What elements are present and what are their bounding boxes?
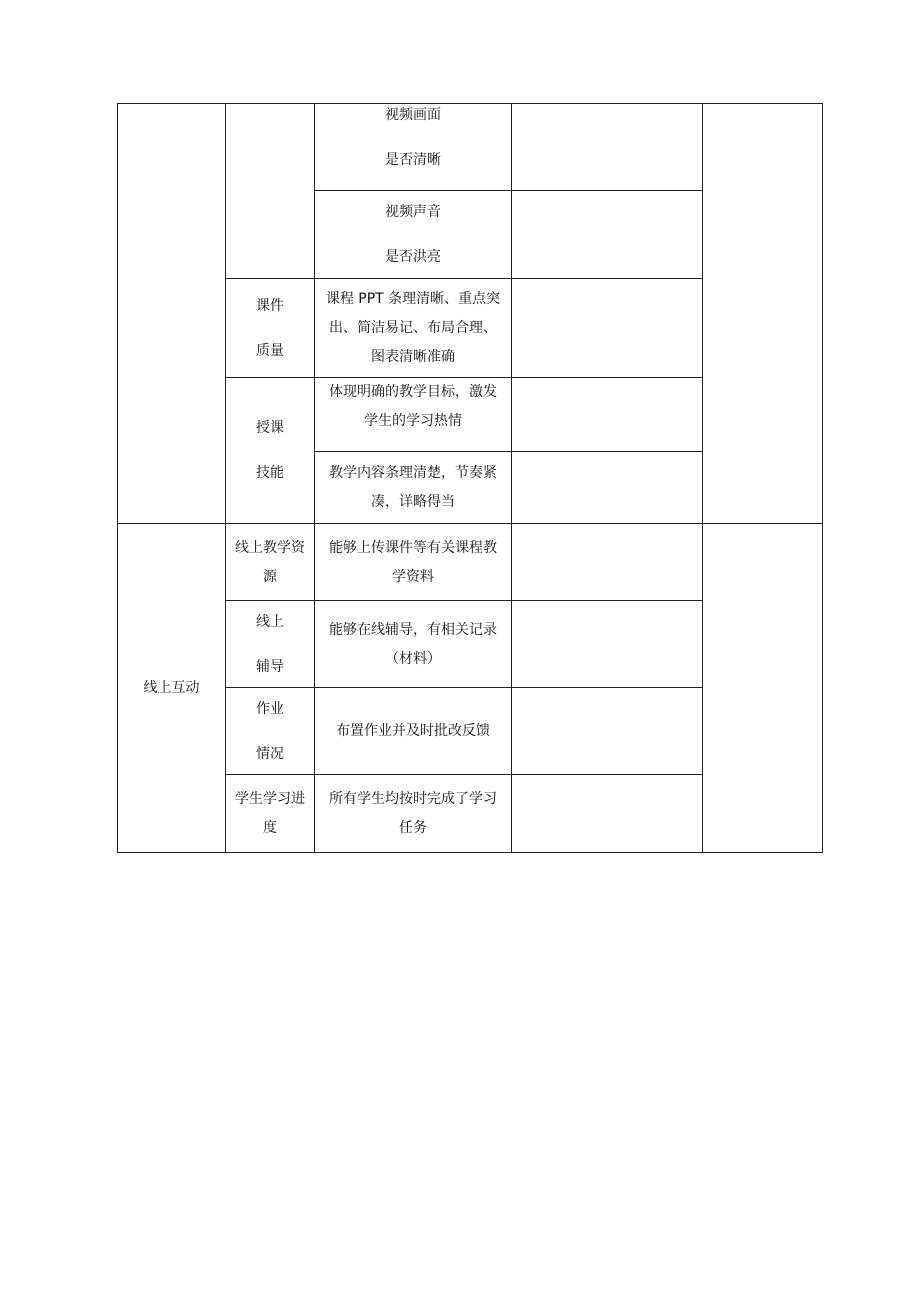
standard-text: 课程 PPT 条理清晰、重点突 <box>325 291 501 307</box>
table-col-divider-3 <box>511 103 512 853</box>
standard-text: （材料） <box>385 650 441 667</box>
standard-text: 是否清晰 <box>385 152 441 168</box>
standard-text: 体现明确的教学目标，激发 <box>329 384 497 400</box>
standard-homework-feedback <box>315 688 511 774</box>
category-online-interaction <box>118 524 225 852</box>
criterion-label: 源 <box>263 568 277 585</box>
standard-text: 教学内容条理清楚，节奏紧 <box>329 465 497 481</box>
criterion-homework <box>226 688 314 774</box>
criterion-label: 辅导 <box>256 658 284 675</box>
table-border-right <box>822 103 823 853</box>
criterion-label: 学生学习进 <box>235 791 305 807</box>
table-col-divider-4 <box>702 103 703 853</box>
standard-text: 所有学生均按时完成了学习 <box>329 791 497 807</box>
standard-video-picture <box>315 104 511 190</box>
standard-tasks-completed <box>315 775 511 852</box>
criterion-label: 线上教学资 <box>235 539 305 556</box>
criterion-label: 作业 <box>256 700 284 717</box>
criterion-label: 课件 <box>256 297 284 314</box>
standard-text: 视频画面 <box>385 107 441 123</box>
standard-online-tutoring-record <box>315 601 511 687</box>
standard-text: 凑，详略得当 <box>371 494 455 510</box>
standard-video-sound <box>315 191 511 278</box>
standard-text: 布置作业并及时批改反馈 <box>336 723 490 739</box>
standard-text: 能够上传课件等有关课程教 <box>329 539 497 556</box>
standard-ppt-quality <box>315 279 511 377</box>
standard-upload-materials <box>315 524 511 600</box>
table-border-bottom <box>117 852 823 853</box>
standard-content-clarity <box>315 452 511 523</box>
criterion-label: 技能 <box>256 465 284 481</box>
standard-text: 能够在线辅导，有相关记录 <box>329 621 497 638</box>
criterion-online-tutoring <box>226 601 314 687</box>
criterion-label: 线上 <box>256 613 284 630</box>
criterion-label: 质量 <box>256 342 284 359</box>
criterion-online-resources <box>226 524 314 600</box>
standard-text: 出、简洁易记、布局合理、 <box>329 320 497 336</box>
standard-text: 学生的学习热情 <box>364 413 462 429</box>
criterion-label: 授课 <box>256 420 284 436</box>
standard-text: 任务 <box>399 820 427 836</box>
standard-text: 图表清晰准确 <box>371 349 455 365</box>
standard-text: 学资料 <box>392 568 434 585</box>
criterion-courseware-quality <box>226 279 314 377</box>
standard-text: 视频声音 <box>385 204 441 220</box>
criterion-label: 情况 <box>256 745 284 762</box>
criterion-label: 度 <box>263 820 277 836</box>
criterion-learning-progress <box>226 775 314 852</box>
standard-text: 是否洪亮 <box>385 249 441 265</box>
category-label: 线上互动 <box>143 680 200 696</box>
criterion-teaching-skill <box>226 378 314 523</box>
standard-teaching-goal <box>315 378 511 451</box>
